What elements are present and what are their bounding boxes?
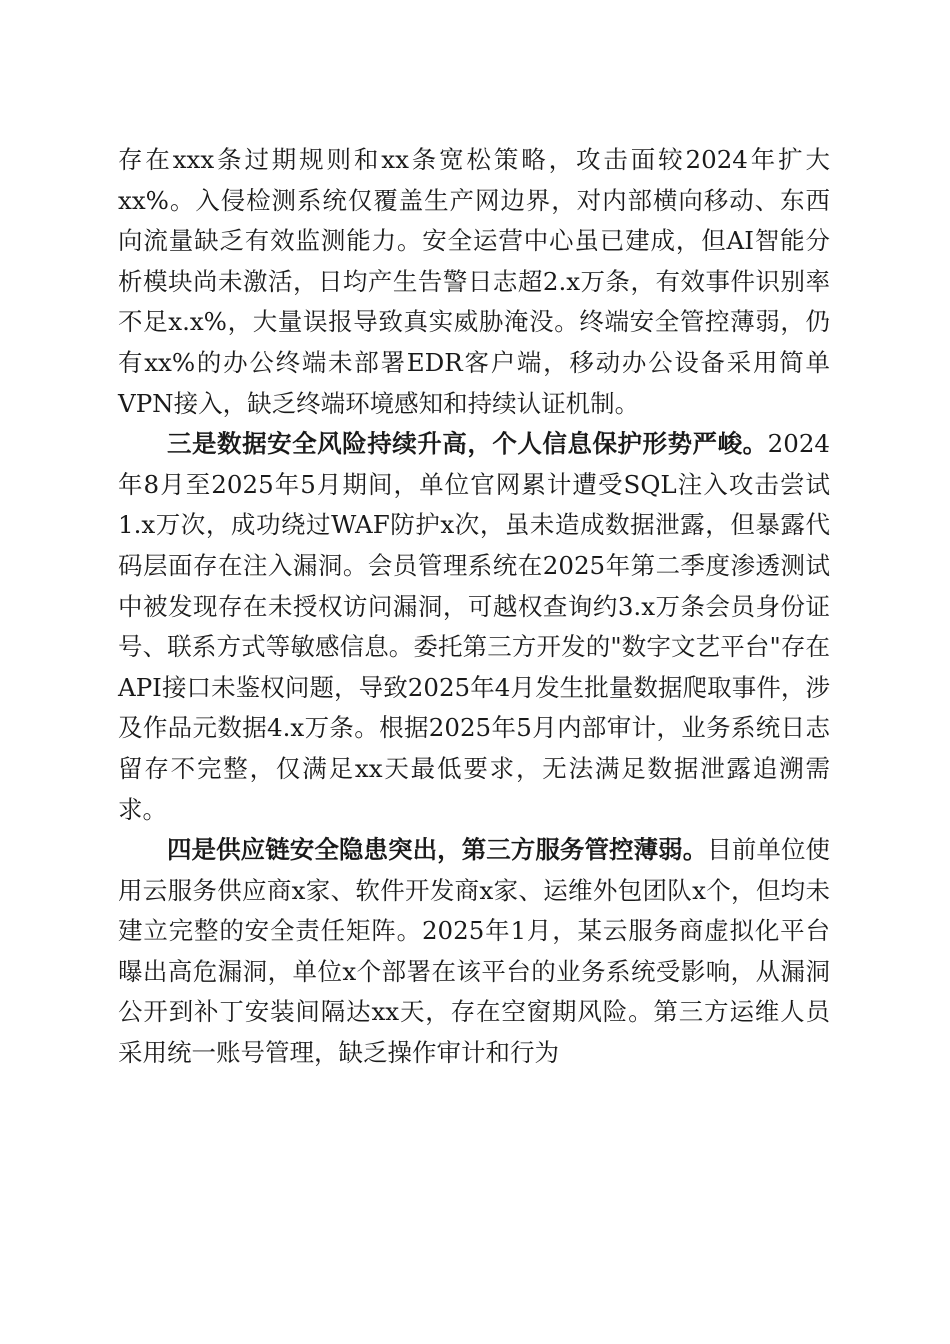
paragraph-heading: 三是数据安全风险持续升高，个人信息保护形势严峻。 bbox=[167, 429, 768, 459]
paragraph-heading: 四是供应链安全隐患突出，第三方服务管控薄弱。 bbox=[167, 835, 708, 865]
paragraph-3 bbox=[118, 830, 830, 1074]
paragraph-text: 存在xxx条过期规则和xx条宽松策略，攻击面较2024年扩大xx%。入侵检测系统仅覆盖生产网边界，对内部横向移动、东西向流量缺乏有效监测能力。安全运营中心虽已建成，但AI智能分析模块尚未激活，日均产生告警日志超2.x万条，有效事件识别率不足x.x%，大量误报导致真实威胁淹没。终端安全管控薄弱，仍有xx%的办公终端未部署EDR客户端，移动办公设备采用简单VPN接入，缺乏终端环境感知和持续认证机制。 bbox=[118, 145, 830, 418]
paragraph-text: 2024年8月至2025年5月期间，单位官网累计遭受SQL注入攻击尝试1.x万次，成功绕过WAF防护x次，虽未造成数据泄露，但暴露代码层面存在注入漏洞。会员管理系统在2025年第二季度渗透测试中被发现存在未授权访问漏洞，可越权查询约3.x万条会员身份证号、联系方式等敏感信息。委托第三方开发的"数字文艺平台"存在API接口未鉴权问题，导致2025年4月发生批量数据爬取事件，涉及作品元数据4.x万条。根据2025年5月内部审计，业务系统日志留存不完整，仅满足xx天最低要求，无法满足数据泄露追溯需求。 bbox=[118, 429, 830, 824]
paragraph-1 bbox=[118, 140, 830, 424]
document-body bbox=[118, 140, 830, 1074]
paragraph-text: 目前单位使用云服务供应商x家、软件开发商x家、运维外包团队x个，但均未建立完整的安全责任矩阵。2025年1月，某云服务商虚拟化平台曝出高危漏洞，单位x个部署在该平台的业务系统受影响，从漏洞公开到补丁安装间隔达xx天，存在空窗期风险。第三方运维人员采用统一账号管理，缺乏操作审计和行为 bbox=[118, 835, 831, 1068]
paragraph-2 bbox=[118, 424, 830, 830]
